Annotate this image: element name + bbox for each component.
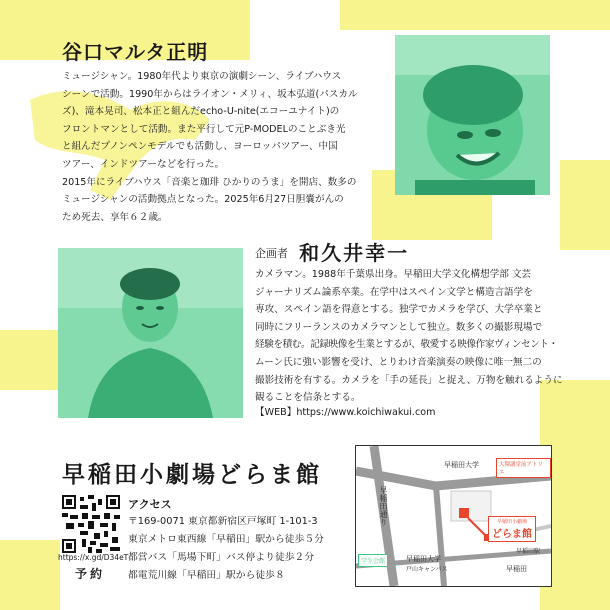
access-address: 〒169-0071 東京都新宿区戸塚町 1-101-3	[128, 516, 318, 527]
map-label-station: 早稲田	[506, 565, 527, 573]
planner-bio-line: 経験を積む。記録映像を生業とするが、敬愛する映像作家ヴィンセント・	[255, 339, 558, 351]
qr-code[interactable]	[62, 495, 120, 553]
map-label-campus-name: 早稲田大学	[406, 555, 441, 563]
planner-bio	[255, 266, 585, 407]
planner-photo	[58, 248, 243, 418]
planner-bio-line: ジャーナリズム論系卒業。在学中はスペイン文学と構造言語学を	[255, 286, 533, 298]
planner-bio-line: ムーン氏に強い影響を受け、とりわけ音楽演奏の映像に唯一無二の	[255, 356, 542, 368]
access-info	[128, 513, 358, 585]
access-line: 都営バス「馬場下町」バス停より徒歩２分	[128, 552, 315, 563]
map-label-university: 早稲田大学	[444, 461, 479, 469]
yellow-block-bottom-left	[0, 540, 60, 610]
artist-bio-line: ツアー、インドツアーなどを行った。	[62, 158, 225, 170]
map-label-campus	[406, 554, 448, 573]
map-label-cafeteria	[358, 554, 388, 567]
access-map[interactable]	[355, 445, 552, 587]
yellow-block-top-right	[340, 0, 610, 30]
artist-photo	[395, 35, 550, 195]
venue-name: 早稲田小劇場どらま館	[62, 462, 322, 488]
artist-bio-line: フロントマンとして活動。また平行して元P-MODELのことぶき光	[62, 123, 346, 135]
map-label-station-top: 早稲田駅	[516, 548, 541, 555]
yellow-block-right-mid	[560, 160, 610, 250]
planner-role: 企画者	[255, 247, 288, 260]
planner-web-link[interactable]: 【WEB】https://www.koichiwakui.com	[255, 407, 436, 418]
artist-bio-line: 2015年にライブハウス「音楽と珈琲 ひかりのうま」を開店、数多の	[62, 176, 357, 188]
artist-bio	[62, 68, 362, 226]
planner-bio-line: 撮影技術を有する。カメラを「手の延長」と捉え、万物を触れるように	[255, 374, 563, 386]
map-label-street: 早稲田通り	[379, 486, 388, 526]
planner-bio-line: カメラマン。1988年千葉県出身。早稲田大学文化構想学部 文芸	[255, 269, 532, 280]
artist-bio-line: ミュージシャンの活動拠点となった。2025年6月27日胆嚢がんの	[62, 194, 344, 206]
artist-bio-line: シーンで活動。1990年からはライオン・メリィ、坂本弘道(パスカル	[62, 88, 358, 100]
qr-code-icon	[62, 495, 120, 553]
yellow-block-left-mid	[0, 330, 60, 390]
planner-name: 和久井幸一	[299, 241, 410, 265]
map-label-venue-sub: 早稲田小劇場	[496, 519, 527, 525]
planner-heading	[255, 237, 409, 266]
artist-bio-line: ミュージシャン。1980年代より東京の演劇シーン、ライブハウス	[62, 71, 342, 82]
artist-name: 谷口マルタ正明	[62, 40, 209, 64]
qr-url: https://x.gd/D34eT	[58, 553, 129, 562]
map-label-venue-name: どらま館	[492, 529, 532, 540]
planner-bio-line: 専攻、スペイン語を得意とする。独学でカメラを学び、大学卒業と	[255, 304, 543, 316]
artist-bio-line: と組んだプノンペンモデルでも活動し、ヨーロッパツアー、中国	[62, 141, 338, 153]
planner-bio-line: 同時にフリーランスのカメラマンとして独立。数多くの撮影現場で	[255, 321, 543, 333]
access-line: 東京メトロ東西線「早稲田」駅から徒歩５分	[128, 534, 324, 545]
planner-bio-line: 観ることを信条とする。	[255, 392, 361, 404]
artist-bio-line: ズ)、滝本晃司、松本正と組んだecho-U-nite(エコーユナイト)の	[62, 106, 340, 118]
access-line: 都電荒川線「早稲田」駅から徒歩８	[128, 570, 285, 581]
access-title: アクセス	[128, 498, 172, 511]
map-label-venue	[488, 516, 536, 542]
map-label-campus-sub: 戸山キャンパス	[406, 566, 448, 573]
map-label-building	[496, 458, 551, 478]
map-label-building-text: 大隈講堂前アトリエ	[499, 462, 544, 476]
reserve-label: 予約	[75, 567, 106, 581]
map-label-cafeteria-text: 学生会館	[361, 558, 386, 565]
artist-bio-line: ため死去、享年６２歳。	[62, 211, 168, 223]
